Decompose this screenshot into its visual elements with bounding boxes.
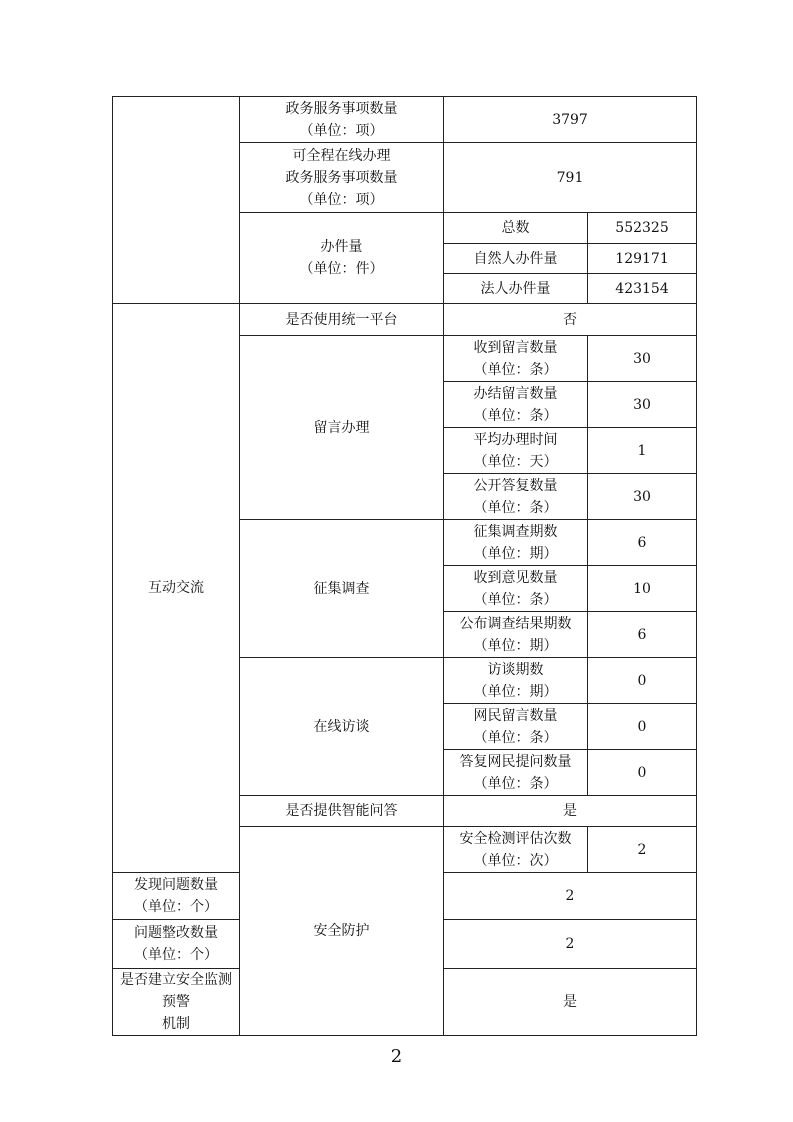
label-text: 机制 [162,1016,190,1032]
row-label [113,920,240,969]
unit-text: （单位：项） [299,191,384,208]
label-text: 政务服务事项数量 [285,100,398,117]
value-cell: 2 [588,827,697,873]
label-text: 问题整改数量 [134,925,218,941]
unit-text: （单位：次） [473,852,558,869]
unit-text: （单位：件） [299,261,384,277]
group-label-survey: 征集调查 [240,520,444,658]
unit-text: （单位：条） [473,499,558,516]
group-label-interview: 在线访谈 [240,658,444,796]
value-cell: 791 [444,143,697,213]
value-cell: 否 [444,304,697,336]
sub-label: 总数 [444,213,588,244]
value-cell: 0 [588,704,697,750]
sub-label [444,566,588,612]
row-label [240,97,444,143]
value-cell: 6 [588,520,697,566]
unit-text: （单位：条） [473,591,558,608]
sub-label [444,750,588,796]
sub-label [444,520,588,566]
label-text: 收到留言数量 [473,339,558,356]
sub-label [444,336,588,382]
value-cell: 10 [588,566,697,612]
row-label [240,143,444,213]
report-table [112,96,697,1036]
label-text: 政务服务事项数量 [285,169,398,186]
value-cell: 30 [588,336,697,382]
unit-text: （单位：个） [134,899,218,915]
unit-text: （单位：个） [134,947,218,963]
label-text: 网民留言数量 [473,707,558,724]
blank-category-cell [113,97,240,304]
group-label-messages: 留言办理 [240,336,444,520]
value-cell: 2 [444,873,697,920]
unit-text: （单位：条） [473,729,558,746]
row-label: 是否使用统一平台 [240,304,444,336]
value-cell: 30 [588,474,697,520]
value-cell: 是 [444,796,697,827]
label-text: 可全程在线办理 [292,147,391,164]
unit-text: （单位：条） [473,775,558,792]
sub-label [444,704,588,750]
sub-label [444,428,588,474]
value-cell: 6 [588,612,697,658]
sub-label [444,612,588,658]
label-text: 公布调查结果期数 [459,615,572,632]
label-text: 公开答复数量 [473,477,558,494]
row-label: 是否提供智能问答 [240,796,444,827]
table-row [113,304,697,336]
sub-label [444,474,588,520]
row-label [240,213,444,304]
value-cell: 30 [588,382,697,428]
sub-label: 法人办件量 [444,274,588,304]
sub-label [444,382,588,428]
label-text: 访谈期数 [487,661,544,678]
row-label [444,827,588,873]
label-text: 征集调查期数 [473,523,558,540]
row-label [113,969,240,1036]
value-cell: 是 [444,969,697,1036]
value-cell: 1 [588,428,697,474]
unit-text: （单位：项） [299,122,384,139]
label-text: 平均办理时间 [473,431,558,448]
unit-text: （单位：条） [473,361,558,378]
row-label [113,873,240,920]
unit-text: （单位：天） [473,453,558,470]
value-cell: 552325 [588,213,697,244]
label-text: 收到意见数量 [473,569,558,586]
value-cell: 423154 [588,274,697,304]
value-cell: 2 [444,920,697,969]
unit-text: （单位：期） [473,683,558,700]
table-row [113,97,697,143]
label-text: 办件量 [320,239,363,255]
label-text: 是否建立安全监测预警 [120,972,232,1010]
label-text: 安全检测评估次数 [459,830,572,847]
value-cell: 0 [588,658,697,704]
value-cell: 129171 [588,244,697,274]
value-cell: 3797 [444,97,697,143]
label-text: 办结留言数量 [473,385,558,402]
value-cell: 0 [588,750,697,796]
unit-text: （单位：期） [473,637,558,654]
page-number: 2 [390,1046,403,1067]
sub-label: 自然人办件量 [444,244,588,274]
unit-text: （单位：期） [473,545,558,562]
category-security: 安全防护 [240,827,444,1036]
sub-label [444,658,588,704]
unit-text: （单位：条） [473,407,558,424]
label-text: 答复网民提问数量 [459,753,572,770]
label-text: 发现问题数量 [134,877,218,893]
category-interaction: 互动交流 [113,304,240,873]
